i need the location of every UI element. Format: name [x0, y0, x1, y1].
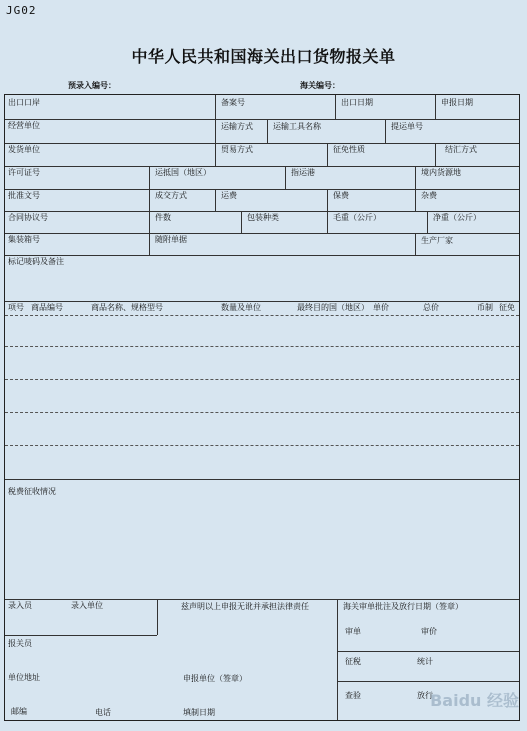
tax-levy-approval-label: 征税 [345, 657, 361, 666]
declarant-label: 报关员 [8, 639, 32, 648]
final-dest-header: 最终目的国（地区） [297, 303, 369, 312]
col-divider [215, 95, 216, 119]
col-divider [335, 95, 336, 119]
col-divider [241, 211, 242, 233]
consignor-unit-label: 发货单位 [8, 145, 40, 154]
qty-unit-header: 数量及单位 [221, 303, 261, 312]
currency-header: 币制 [477, 303, 493, 312]
misc-fee-label: 杂费 [421, 191, 437, 200]
declaring-unit-label: 申报单位（签章） [183, 674, 247, 683]
tax-nature-label: 征免性质 [333, 145, 365, 154]
export-port-label: 出口口岸 [8, 98, 40, 107]
settlement-mode-label: 结汇方式 [445, 145, 477, 154]
col-divider [157, 599, 158, 635]
document-code: JG02 [6, 4, 37, 17]
row-divider [5, 143, 519, 144]
col-divider [149, 189, 150, 211]
goods-row-line [5, 379, 519, 380]
unit-address-label: 单位地址 [8, 673, 40, 682]
col-divider [149, 211, 150, 233]
deal-mode-label: 成交方式 [155, 191, 187, 200]
col-divider [427, 211, 428, 233]
license-no-label: 许可证号 [8, 168, 40, 177]
col-divider [435, 95, 436, 119]
release-label: 放行 [417, 691, 433, 700]
attached-docs-label: 随附单据 [155, 235, 187, 244]
col-divider [435, 143, 436, 166]
goods-row-line [5, 315, 519, 316]
col-divider [415, 189, 416, 211]
exemption-header: 征免 [499, 303, 515, 312]
entry-unit-label: 录入单位 [71, 601, 103, 610]
dest-country-label: 运抵国（地区） [155, 168, 211, 177]
package-type-label: 包装种类 [247, 213, 279, 222]
gross-weight-label: 毛重（公斤） [333, 213, 381, 222]
declaration-form [4, 94, 520, 721]
customs-number-label: 海关编号： [300, 80, 340, 90]
col-divider [215, 189, 216, 211]
row-divider [337, 681, 519, 682]
form-title: 中华人民共和国海关出口货物报关单 [131, 47, 396, 66]
item-no-header: 项号 [8, 303, 24, 312]
port-of-dest-label: 指运港 [291, 168, 315, 177]
total-price-header: 总价 [423, 303, 439, 312]
row-divider [5, 166, 519, 167]
col-divider [267, 119, 268, 143]
net-weight-label: 净重（公斤） [433, 213, 481, 222]
customs-approval-label: 海关审单批注及放行日期（签章） [343, 602, 463, 611]
export-date-label: 出口日期 [341, 98, 373, 107]
pre-entry-number-label: 预录入编号： [68, 80, 116, 90]
col-divider [415, 166, 416, 189]
col-divider [327, 143, 328, 166]
col-divider [337, 599, 338, 720]
row-divider [5, 635, 157, 636]
row-divider [5, 211, 519, 212]
row-divider [5, 233, 519, 234]
transport-tool-label: 运输工具名称 [273, 122, 321, 131]
name-spec-header: 商品名称、规格型号 [91, 303, 163, 312]
col-divider [215, 119, 216, 143]
postcode-label: 邮编 [11, 707, 27, 716]
col-divider [215, 143, 216, 166]
container-no-label: 集装箱号 [8, 235, 40, 244]
contract-no-label: 合同协议号 [8, 213, 48, 222]
watermark-logo: Baidu 经验 [430, 691, 519, 710]
packages-label: 件数 [155, 213, 171, 222]
declare-date-label: 申报日期 [441, 98, 473, 107]
row-divider [5, 119, 519, 120]
domestic-source-label: 境内货源地 [421, 168, 461, 177]
pricing-label: 审价 [421, 627, 437, 636]
row-divider [5, 189, 519, 190]
inspection-label: 查验 [345, 691, 361, 700]
review-label: 审单 [345, 627, 361, 636]
operating-unit-label: 经营单位 [8, 121, 40, 130]
phone-label: 电话 [95, 708, 111, 717]
marks-remarks-label: 标记唛码及备注 [8, 257, 64, 266]
col-divider [149, 166, 150, 189]
manufacturer-label: 生产厂家 [421, 236, 453, 245]
entry-clerk-label: 录入员 [8, 601, 32, 610]
goods-row-line [5, 412, 519, 413]
row-divider [5, 479, 519, 480]
freight-label: 运费 [221, 191, 237, 200]
col-divider [285, 166, 286, 189]
bill-of-lading-label: 提运单号 [391, 122, 423, 131]
statistics-label: 统计 [417, 657, 433, 666]
row-divider [5, 255, 519, 256]
col-divider [149, 233, 150, 255]
unit-price-header: 单价 [373, 303, 389, 312]
tax-levy-label: 税费征收情况 [8, 487, 56, 496]
row-divider [337, 651, 519, 652]
row-divider [5, 599, 519, 600]
trade-mode-label: 贸易方式 [221, 145, 253, 154]
col-divider [385, 119, 386, 143]
hs-code-header: 商品编号 [31, 303, 63, 312]
row-divider [5, 301, 519, 302]
declaration-statement: 兹声明以上申报无讹并承担法律责任 [181, 602, 309, 611]
goods-row-line [5, 346, 519, 347]
transport-mode-label: 运输方式 [221, 122, 253, 131]
insurance-label: 保费 [333, 191, 349, 200]
col-divider [327, 211, 328, 233]
goods-row-line [5, 445, 519, 446]
record-no-label: 备案号 [221, 98, 245, 107]
col-divider [327, 189, 328, 211]
fill-date-label: 填制日期 [183, 708, 215, 717]
col-divider [415, 233, 416, 255]
approval-no-label: 批准文号 [8, 191, 40, 200]
